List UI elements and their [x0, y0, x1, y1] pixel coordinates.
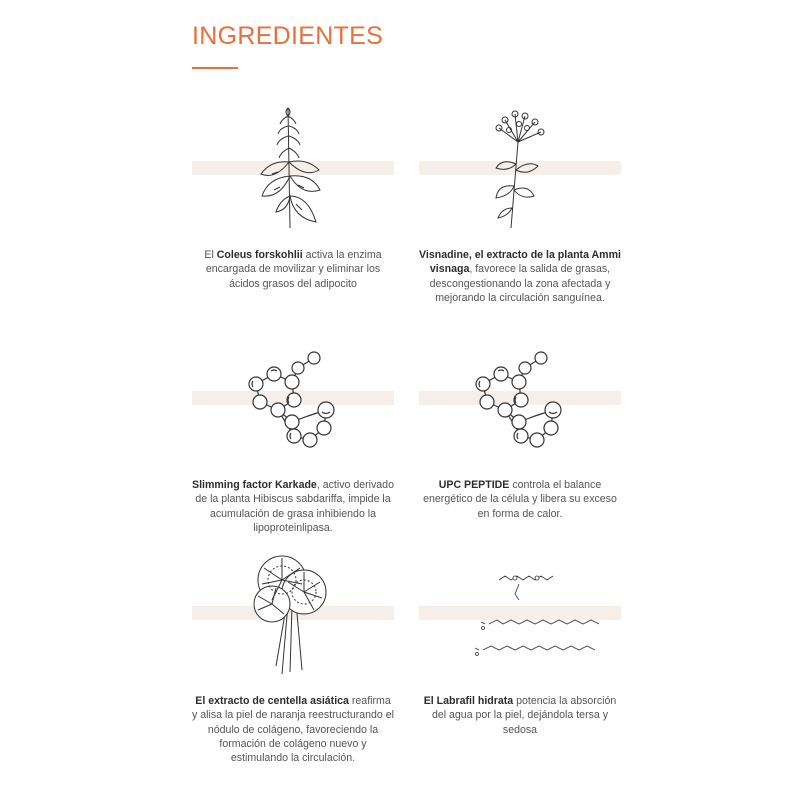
ingredient-description: El extracto de centella asiática reafirma y alisa la piel de naranja reestructurando el nódulo de colágeno, favoreciendo la formación de colágeno nuevo y estimulando la circulación.	[192, 695, 394, 765]
ingredient-description: UPC PEPTIDE controla el balance energético de la célula y libera su exceso en forma de calor.	[423, 479, 617, 520]
ingredient-description: El Labrafil hidrata potencia la absorción del agua por la piel, dejándola tersa y sedosa	[423, 695, 617, 736]
title-underline	[192, 67, 238, 69]
ingredient-description: Visnadine, el extracto de la planta Ammi visnaga, favorece la salida de grasas, descongestionando la zona afectada y mejorando la circulación sanguínea.	[419, 249, 621, 304]
labrafil-chemical-structure-icon	[419, 548, 621, 698]
ingredient-description: Slimming factor Karkade, activo derivado de la planta Hibiscus sabdariffa, impide la acumulación de grasa inhibiendo la lipoproteinlipasa.	[192, 479, 394, 534]
ammi-visnaga-plant-icon	[419, 100, 621, 250]
centella-leaves-icon	[192, 548, 394, 698]
molecule-icon	[419, 330, 621, 480]
ingredient-description: El Coleus forskohlii activa la enzima encargada de movilizar y eliminar los ácidos grasos del adipocito	[204, 249, 382, 290]
molecule-icon	[192, 330, 394, 480]
page-title: INGREDIENTES	[192, 22, 384, 50]
coleus-plant-icon	[192, 100, 394, 250]
